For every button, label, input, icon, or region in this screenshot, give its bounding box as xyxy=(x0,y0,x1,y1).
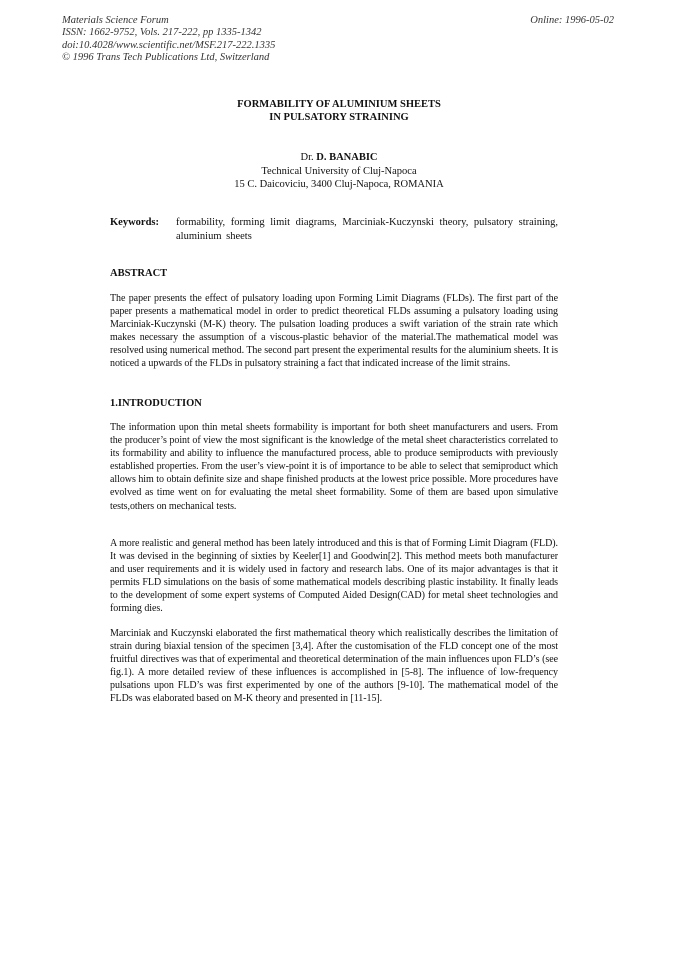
doi-line[interactable]: doi:10.4028/www.scientific.net/MSF.217-222.1335 xyxy=(62,39,276,51)
title-line-1: FORMABILITY OF ALUMINIUM SHEETS xyxy=(237,99,441,110)
author-prefix: Dr. xyxy=(300,152,317,163)
abstract-heading: ABSTRACT xyxy=(110,268,168,279)
paper-title xyxy=(0,98,678,124)
keywords-block xyxy=(110,216,558,243)
issn-line: ISSN: 1662-9752, Vols. 217-222, pp 1335-1342 xyxy=(62,27,262,39)
author-line xyxy=(0,151,678,165)
title-line-2: IN PULSATORY STRAINING xyxy=(269,112,409,123)
author-name: D. BANABIC xyxy=(316,152,378,163)
journal-header xyxy=(62,15,275,65)
intro-paragraph-1: The information upon thin metal sheets formability is important for both sheet manufacturers and users. From the producer’s point of view the most significant is the knowledge of the metal sheet characteristics correlated to its formability and ability to influence the manufactured process, able to produce semiproducts with previously established properties. From the user’s view-point it is of importance to be able to select that semiproduct which allows him to obtain definite size and shape finished products at the lowest price possible. More procedures have evolved as time went on for evaluating the metal sheet formability. Some of them are based upon simulative tests,others on mechanical tests. xyxy=(110,422,558,512)
introduction-heading: 1.INTRODUCTION xyxy=(110,398,202,409)
abstract-text: The paper presents the effect of pulsatory loading upon Forming Limit Diagrams (FLDs). The first part of the paper presents a mathematical model in order to predict theoretical FLDs assuming a pulsatory loading using Marciniak-Kuczynski (M-K) theory. The pulsation loading produces a swift variation of the strain rate which makes necessary the assumption of a viscous-plastic behavior of the material.The mathematical model was resolved using numerical method. The second part present the experimental results for the aluminium sheets. It is noticed a upwards of the FLDs in pulsatory straining a fact that indicated increase of the limit strains. xyxy=(110,293,558,370)
author-affiliation: Technical University of Cluj-Napoca xyxy=(261,165,417,177)
intro-paragraph-2: A more realistic and general method has been lately introduced and this is that of Forming Limit Diagram (FLD). It was devised in the beginning of sixties by Keeler[1] and Goodwin[2]. This method meets both manufacturer and user requirements and it is widely used in factory and research labs. One of its major advantages is that it permits FLD simulations on the basis of some mathematical models describing plastic instability. It finally leads to the development of some expert systems of Computed Aided Design(CAD) for metal sheet technologies and forming dies. xyxy=(110,538,558,615)
copyright-line: © 1996 Trans Tech Publications Ltd, Switzerland xyxy=(62,52,270,64)
author-block xyxy=(0,151,678,192)
intro-paragraph-3: Marciniak and Kuczynski elaborated the first mathematical theory which realistically describes the limitation of strain during biaxial tension of the specimen [3,4]. After the customisation of the FLD concept one of the most fruitful directives was that of experimental and theoretical determination of the main influences upon FLD’s (see fig.1). A more detailed review of these influences is accomplished in [5-8]. The influence of low-frequency pulsations upon FLD’s was first experimented by one of the authors [9-10]. The mathematical model of the FLDs was elaborated based on M-K theory and presented in [11-15]. xyxy=(110,628,558,705)
keywords-label: Keywords: xyxy=(110,217,159,228)
keywords-text: formability, forming limit diagrams, Marciniak-Kuczynski theory, pulsatory straining, aluminium sheets xyxy=(176,217,558,242)
online-date: Online: 1996-05-02 xyxy=(530,15,614,26)
journal-name: Materials Science Forum xyxy=(62,15,169,26)
author-address: 15 C. Daicoviciu, 3400 Cluj-Napoca, ROMANIA xyxy=(234,179,444,190)
